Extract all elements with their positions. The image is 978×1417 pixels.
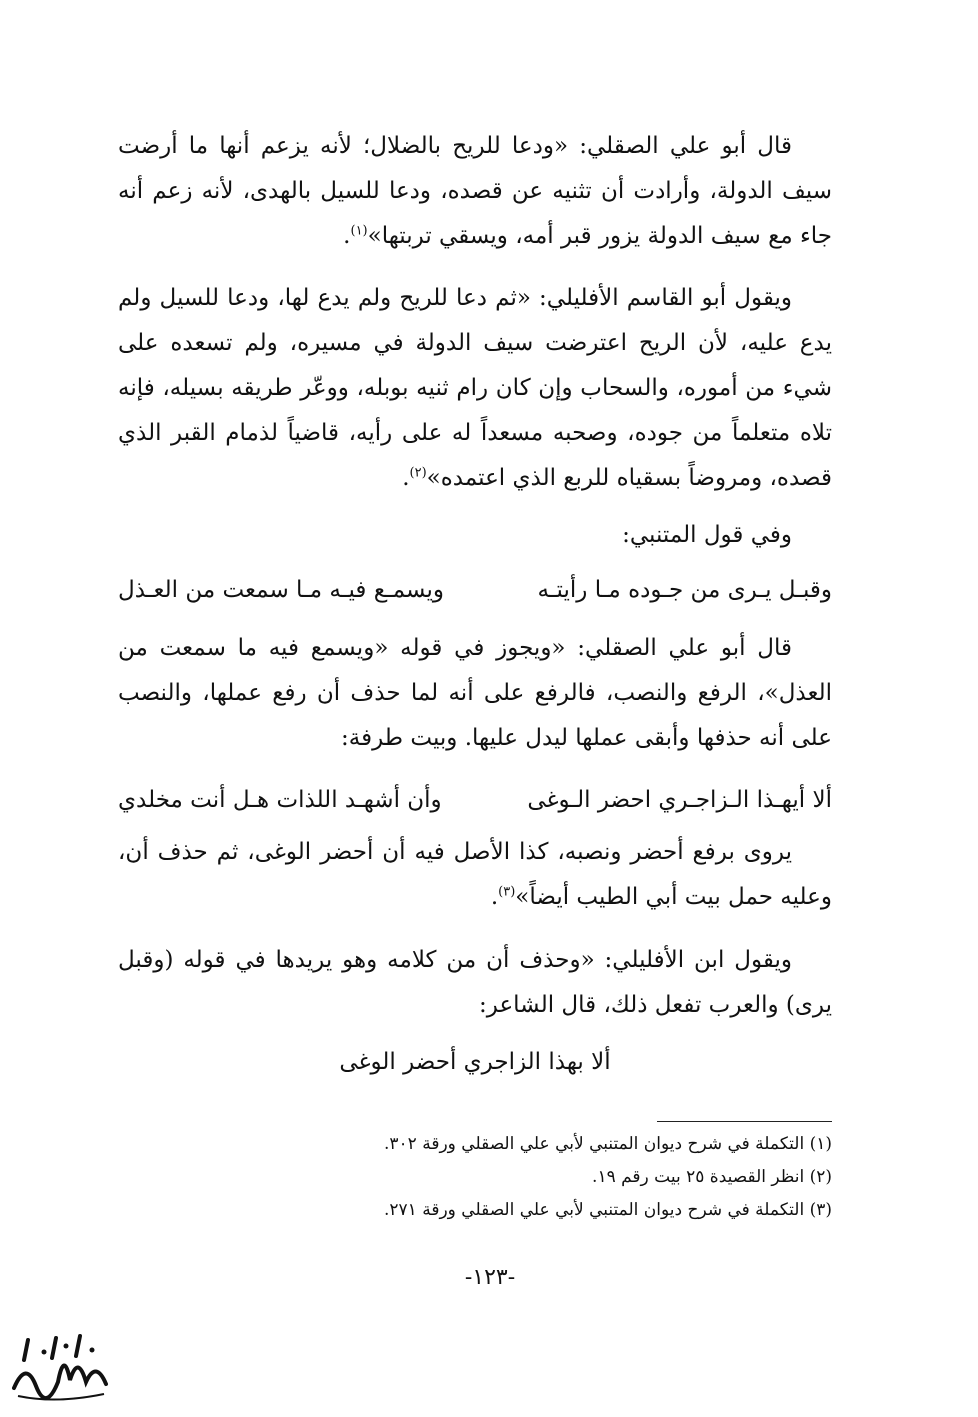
- verse-2-first-hemistich: ألا أيهـذا الـزاجـري احضر الـوغى: [527, 787, 832, 813]
- paragraph-2-end: .: [402, 465, 410, 491]
- verse-1-first-hemistich: وقبـل يـرى من جـوده مـا رأيتـه: [537, 577, 832, 603]
- verse-3: [118, 1040, 832, 1085]
- footnote-mark-1[interactable]: (١): [350, 223, 368, 239]
- paragraph-5: [118, 830, 832, 920]
- calligraphy-logo-icon: [6, 1330, 116, 1410]
- paragraph-6-text: ويقول ابن الأفليلي: «وحذف أن من كلامه وهو يريدها في قوله (وقبل يرى) والعرب تفعل ذلك، قال الشاعر:: [118, 947, 832, 1018]
- verse-1: [118, 568, 832, 613]
- paragraph-5-end: .: [490, 884, 499, 910]
- paragraph-3-text: وفي قول المتنبي:: [622, 522, 792, 548]
- footnotes: [300, 1128, 832, 1227]
- verse-2-second-hemistich: وأن أشهـد اللذات هـل أنت مخلدي: [118, 787, 442, 813]
- paragraph-1: [118, 124, 832, 259]
- paragraph-1-end: .: [343, 223, 351, 249]
- footnote-mark-2[interactable]: (٢): [409, 465, 427, 481]
- footnote-mark-3[interactable]: (٣): [498, 884, 516, 900]
- paragraph-6: [118, 938, 832, 1028]
- footnote-separator: [657, 1121, 832, 1122]
- paragraph-4: [118, 626, 832, 761]
- logo-graphic: [6, 1330, 116, 1410]
- page-number: -١٢٣-: [464, 1265, 516, 1290]
- paragraph-2-text: ويقول أبو القاسم الأفليلي: «ثم دعا للريح ولم يدع لها، ودعا للسيل ولم يدع عليه، لأن الريح اعترضت سيف الدولة في مسيره، ولم تسعده على شيء من أموره، والسحاب وإن كان رام ثنيه بوبله، ووعّر طريقه بسيله، فإنه تلاه متعلماً من جوده، وصحبه مسعداً له على رأيه، قاضياً لذمام القبر الذي قصده، ومروضاً بسقياه للربع الذي اعتمده»: [118, 285, 832, 491]
- paragraph-2: [118, 276, 832, 501]
- verse-2: [118, 778, 832, 823]
- footnote-2: (٢) انظر القصيدة ٢٥ بيت رقم ١٩.: [592, 1167, 832, 1187]
- paragraph-5-text: يروى برفع أحضر ونصبه، كذا الأصل فيه أن أحضر الوغى، ثم حذف أن، وعليه حمل بيت أبي الطيب أيضاً»: [118, 839, 832, 910]
- verse-1-second-hemistich: ويسمـع فيـه مـا سمعت من العـذل: [118, 577, 445, 603]
- paragraph-4-text: قال أبو علي الصقلي: «ويجوز في قوله «ويسمع فيه ما سمعت من العذل»، الرفع والنصب، فالرفع على أنه لما حذف أن رفع عملها، والنصب على أنه حذفها وأبقى عملها ليدل عليها. وبيت طرفة:: [118, 635, 832, 751]
- footnote-1: (١) التكملة في شرح ديوان المتنبي لأبي علي الصقلي ورقة ٣٠٢.: [384, 1134, 832, 1154]
- paragraph-3: [118, 513, 832, 558]
- paragraph-1-text: قال أبو علي الصقلي: «ودعا للريح بالضلال؛ لأنه يزعم أنها ما أرضت سيف الدولة، وأرادت أن تثنيه عن قصده، ودعا للسيل بالهدى، لأنه زعم أنه جاء مع سيف الدولة يزور قبر أمه، ويسقي تربتها»: [118, 133, 832, 249]
- footnote-3: (٣) التكملة في شرح ديوان المتنبي لأبي علي الصقلي ورقة ٢٧١.: [384, 1200, 832, 1220]
- verse-3-text: ألا بهذا الزاجري أحضر الوغى: [339, 1049, 611, 1075]
